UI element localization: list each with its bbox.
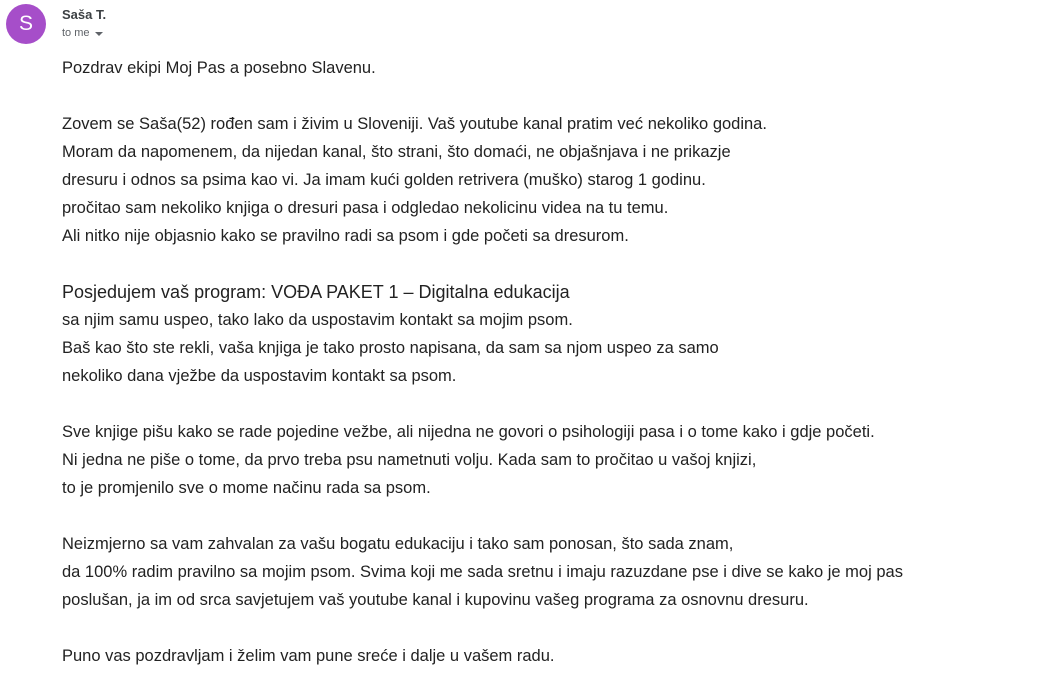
recipient-details-toggle[interactable] <box>62 26 106 40</box>
body-line: dresuru i odnos sa psima kao vi. Ja imam kući golden retrivera (muško) starog 1 godinu. <box>62 171 706 189</box>
message-header <box>6 4 106 46</box>
body-line: Zovem se Saša(52) rođen sam i živim u Sloveniji. Vaš youtube kanal pratim već nekoliko godina. <box>62 115 767 133</box>
paragraph-introduction <box>62 110 1052 250</box>
body-line: Neizmjerno sa vam zahvalan za vašu bogatu edukaciju i tako sam ponosan, što sada znam, <box>62 535 734 553</box>
body-line: Ni jedna ne piše o tome, da prvo treba psu nametnuti volju. Kada sam to pročitao u vašoj knjizi, <box>62 451 757 469</box>
body-line: Sve knjige pišu kako se rade pojedine vežbe, ali nijedna ne govori o psihologiji pasa i o tome kako i gdje početi. <box>62 423 875 441</box>
body-line: sa njim samu uspeo, tako lako da uspostavim kontakt sa mojim psom. <box>62 311 573 329</box>
body-line: Moram da napomenem, da nijedan kanal, što strani, što domaći, ne objašnjava i ne prikazje <box>62 143 731 161</box>
caret-down-icon[interactable] <box>95 32 103 36</box>
body-line: nekoliko dana vježbe da uspostavim kontakt sa psom. <box>62 367 457 385</box>
paragraph-program <box>62 278 1052 390</box>
paragraph-books <box>62 418 1052 502</box>
sender-info <box>62 7 106 40</box>
body-line: Puno vas pozdravljam i želim vam pune sreće i dalje u vašem radu. <box>62 647 555 665</box>
paragraph-greeting <box>62 54 1052 82</box>
paragraph-thanks <box>62 530 1052 614</box>
sender-name[interactable]: Saša T. <box>62 7 107 22</box>
recipient-label: to me <box>62 27 90 39</box>
message-body <box>62 54 1052 670</box>
body-line: Posjedujem vaš program: VOĐA PAKET 1 – Digitalna edukacija <box>62 282 570 302</box>
sender-avatar[interactable]: S <box>6 4 46 44</box>
body-line: Ali nitko nije objasnio kako se pravilno radi sa psom i gde početi sa dresurom. <box>62 227 629 245</box>
body-line: Pozdrav ekipi Moj Pas a posebno Slavenu. <box>62 59 376 77</box>
body-line: Baš kao što ste rekli, vaša knjiga je tako prosto napisana, da sam sa njom uspeo za samo <box>62 339 719 357</box>
paragraph-closing <box>62 642 1052 670</box>
body-line: pročitao sam nekoliko knjiga o dresuri pasa i odgledao nekolicinu videa na tu temu. <box>62 199 669 217</box>
body-line: poslušan, ja im od srca savjetujem vaš youtube kanal i kupovinu vašeg programa za osnovnu dresuru. <box>62 591 809 609</box>
body-line: da 100% radim pravilno sa mojim psom. Svima koji me sada sretnu i imaju razuzdane pse i dive se kako je moj pas <box>62 563 903 581</box>
body-line: to je promjenilo sve o mome načinu rada sa psom. <box>62 479 431 497</box>
